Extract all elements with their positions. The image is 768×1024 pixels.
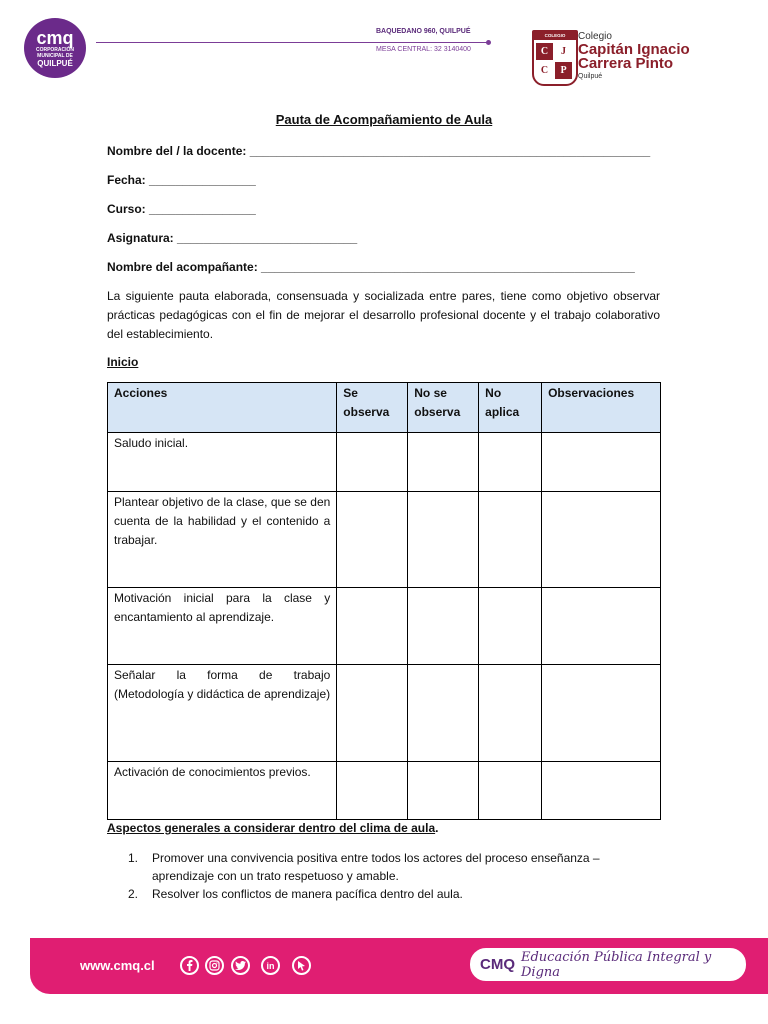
header-phone: MESA CENTRAL: 32 3140400 — [376, 46, 471, 53]
intro-paragraph: La siguiente pauta elaborada, consensuada y socializada entre pares, tiene como objetivo observar prácticas pedagógicas con el fin de mejorar el desarrollo profesional docente y el trabajo colaborativo del establecimiento. — [107, 289, 660, 341]
field-fecha — [107, 173, 256, 187]
list-text: Promover una convivencia positiva entre todos los actores del proceso enseñanza – aprendizaje con un trato respetuoso y amable. — [152, 851, 600, 883]
se-observa-cell[interactable] — [337, 665, 408, 762]
no-se-observa-cell[interactable] — [408, 492, 479, 588]
list-text: Resolver los conflictos de manera pacífica dentro del aula. — [152, 887, 463, 901]
header-se-observa: Se observa — [337, 383, 408, 433]
field-acompanante — [107, 260, 635, 274]
field-blank-line[interactable]: ________________ — [149, 202, 256, 216]
aspectos-period: . — [435, 821, 439, 835]
field-curso — [107, 202, 256, 216]
cmq-logo-city: QUILPUÉ — [37, 58, 73, 68]
observaciones-cell[interactable] — [542, 588, 661, 665]
field-label: Nombre del acompañante: — [107, 260, 258, 274]
table-row — [108, 665, 661, 762]
action-cell: Plantear objetivo de la clase, que se den cuenta de la habilidad y el contenido a trabajar. — [108, 492, 337, 588]
header-observaciones: Observaciones — [542, 383, 661, 433]
section-heading-inicio: Inicio — [107, 355, 139, 369]
no-aplica-cell[interactable] — [479, 665, 542, 762]
no-aplica-cell[interactable] — [479, 762, 542, 820]
no-se-observa-cell[interactable] — [408, 588, 479, 665]
table-row — [108, 588, 661, 665]
header-divider-dot — [486, 40, 491, 45]
field-blank-line[interactable]: ____________________________________________________________ — [249, 144, 651, 158]
shield-letter: J — [561, 46, 566, 57]
footer-url[interactable]: www.cmq.cl — [80, 958, 155, 973]
header-no-aplica: No aplica — [479, 383, 542, 433]
shield-letter: C — [540, 65, 549, 76]
no-aplica-cell[interactable] — [479, 492, 542, 588]
cmq-logo — [24, 18, 86, 78]
field-label: Fecha: — [107, 173, 146, 187]
table-row — [108, 762, 661, 820]
se-observa-cell[interactable] — [337, 762, 408, 820]
list-item — [128, 849, 660, 885]
shield-letter: P — [555, 62, 572, 79]
field-label: Nombre del / la docente: — [107, 144, 247, 158]
school-name-prefix: Colegio — [578, 31, 612, 42]
action-cell: Señalar la forma de trabajo (Metodología y didáctica de aprendizaje) — [108, 665, 337, 762]
no-aplica-cell[interactable] — [479, 433, 542, 492]
field-asignatura — [107, 231, 357, 245]
school-shield — [532, 30, 578, 86]
field-blank-line[interactable]: ________________ — [149, 173, 256, 187]
twitter-icon[interactable] — [231, 956, 250, 975]
cmq-logo-subtitle: CORPORACIÓN MUNICIPAL DE — [35, 46, 75, 59]
table-row — [108, 433, 661, 492]
header-address: BAQUEDANO 960, QUILPUÉ — [376, 28, 471, 35]
no-se-observa-cell[interactable] — [408, 665, 479, 762]
list-item — [128, 885, 660, 903]
action-cell: Motivación inicial para la clase y encantamiento al aprendizaje. — [108, 588, 337, 665]
header-acciones: Acciones — [108, 383, 337, 433]
school-city: Quilpué — [578, 73, 603, 80]
observaciones-cell[interactable] — [542, 665, 661, 762]
no-se-observa-cell[interactable] — [408, 433, 479, 492]
facebook-icon[interactable] — [180, 956, 199, 975]
observaciones-cell[interactable] — [542, 762, 661, 820]
linkedin-icon[interactable]: in — [261, 956, 280, 975]
header-no-se-observa: No se observa — [408, 383, 479, 433]
footer-slogan-badge — [470, 948, 746, 981]
observaciones-cell[interactable] — [542, 492, 661, 588]
cursor-icon[interactable] — [292, 956, 311, 975]
field-blank-line[interactable]: ________________________________________________________ — [261, 260, 635, 274]
shield-label: COLEGIO — [534, 32, 576, 40]
aspectos-heading — [107, 821, 438, 835]
header-divider — [96, 42, 488, 43]
table-row — [108, 492, 661, 588]
table-header-row — [108, 383, 661, 433]
observaciones-cell[interactable] — [542, 433, 661, 492]
no-aplica-cell[interactable] — [479, 588, 542, 665]
list-number: 2. — [128, 887, 139, 901]
field-blank-line[interactable]: ___________________________ — [177, 231, 358, 245]
action-cell: Saludo inicial. — [108, 433, 337, 492]
aspectos-list — [128, 849, 660, 903]
aspectos-title: Aspectos generales a considerar dentro del clima de aula — [107, 821, 436, 835]
field-docente — [107, 144, 650, 158]
shield-letter: C — [536, 43, 553, 60]
list-number: 1. — [128, 851, 139, 865]
no-se-observa-cell[interactable] — [408, 762, 479, 820]
observation-table — [107, 382, 661, 820]
page-title: Pauta de Acompañamiento de Aula — [275, 112, 493, 127]
cmq-logo-mark: cmq — [36, 27, 74, 48]
field-label: Curso: — [107, 202, 146, 216]
se-observa-cell[interactable] — [337, 433, 408, 492]
badge-logo: CMQ — [480, 956, 515, 973]
school-name-line1: Capitán Ignacio — [578, 41, 690, 58]
badge-slogan: Educación Pública Integral y Digna — [521, 949, 712, 980]
action-cell: Activación de conocimientos previos. — [108, 762, 337, 820]
se-observa-cell[interactable] — [337, 492, 408, 588]
field-label: Asignatura: — [107, 231, 174, 245]
school-name-line2: Carrera Pinto — [578, 55, 674, 72]
instagram-icon[interactable] — [205, 956, 224, 975]
se-observa-cell[interactable] — [337, 588, 408, 665]
